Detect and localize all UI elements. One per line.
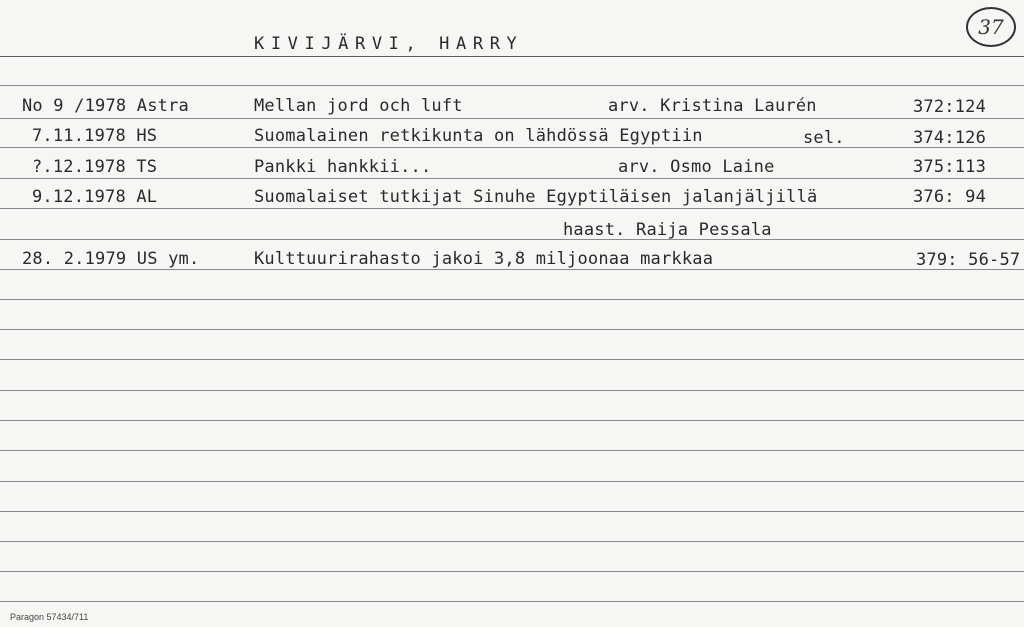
ruled-line	[0, 85, 1024, 86]
ruled-line	[0, 299, 1024, 300]
card-number: 37	[966, 7, 1016, 47]
entry-title: Pankki hankkii...	[254, 157, 432, 177]
entry-ref: 375:113	[913, 157, 987, 177]
ruled-line	[0, 359, 1024, 360]
entry-title: Suomalaiset tutkijat Sinuhe Egyptiläisen jalanjäljillä	[254, 187, 818, 207]
ruled-line	[0, 118, 1024, 119]
entry-note: arv. Kristina Laurén	[608, 96, 817, 116]
entry-source: 9.12.1978 AL	[32, 187, 158, 207]
entry-ref: 372:124	[913, 97, 987, 117]
entry-ref: 374:126	[913, 128, 987, 148]
ruled-line	[0, 329, 1024, 330]
ruled-line	[0, 390, 1024, 391]
ruled-line	[0, 601, 1024, 602]
ruled-line	[0, 178, 1024, 179]
entry-title: Suomalainen retkikunta on lähdössä Egyptiin	[254, 126, 703, 146]
ruled-line	[0, 541, 1024, 542]
ruled-line	[0, 239, 1024, 240]
card-name: KIVIJÄRVI, HARRY	[254, 34, 524, 54]
entry-note: sel.	[803, 128, 845, 148]
ruled-line	[0, 208, 1024, 209]
entry-ref: 379: 56-57	[916, 250, 1021, 270]
entry-note: arv. Osmo Laine	[618, 157, 775, 177]
ruled-line	[0, 269, 1024, 270]
card-print-mark: Paragon 57434/711	[10, 612, 89, 622]
entry-source: No 9 /1978 Astra	[22, 96, 189, 116]
entry-note: haast. Raija Pessala	[563, 220, 772, 240]
ruled-line	[0, 450, 1024, 451]
entry-ref: 376: 94	[913, 187, 987, 207]
entry-source: ?.12.1978 TS	[32, 157, 158, 177]
ruled-line	[0, 147, 1024, 148]
ruled-line	[0, 420, 1024, 421]
ruled-line	[0, 511, 1024, 512]
entry-title: Mellan jord och luft	[254, 96, 463, 116]
header-rule	[0, 56, 1024, 57]
entry-source: 28. 2.1979 US ym.	[22, 249, 200, 269]
entry-source: 7.11.1978 HS	[32, 126, 158, 146]
entry-title: Kulttuurirahasto jakoi 3,8 miljoonaa markkaa	[254, 249, 714, 269]
ruled-line	[0, 481, 1024, 482]
ruled-line	[0, 571, 1024, 572]
